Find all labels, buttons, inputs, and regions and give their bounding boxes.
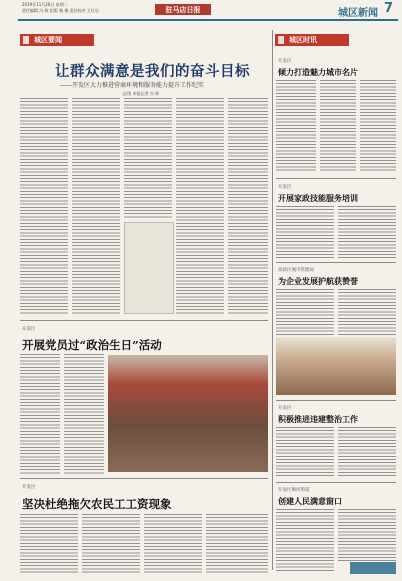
story3-text-col3 xyxy=(144,514,202,574)
story3-kicker: 开发区 xyxy=(22,485,36,490)
right-s1-text3 xyxy=(360,80,396,172)
column-divider xyxy=(272,30,273,570)
right-s4-text1 xyxy=(276,427,334,477)
right-s1-headline: 倾力打造魅力城市名片 xyxy=(278,67,358,77)
story3-headline: 坚决杜绝拖欠农民工工资现象 xyxy=(22,497,172,511)
story2-headline: 开展党员过“政治生日”活动 xyxy=(22,338,162,352)
right-s3-photo xyxy=(276,337,396,395)
right-s5-kicker: 开发区顺河街道 xyxy=(278,488,310,493)
right-s1-text1 xyxy=(276,80,316,172)
lead-photo-inset xyxy=(124,222,174,314)
right-s2-text2 xyxy=(338,206,396,258)
right-s5-headline: 创建人民满意窗口 xyxy=(278,496,342,506)
right-s2-text1 xyxy=(276,206,334,258)
right-s4-kicker: 开发区 xyxy=(278,406,292,411)
newspaper-logo: 驻马店日报 xyxy=(155,4,211,15)
right-s5-text2 xyxy=(338,509,396,561)
right-s4-headline: 积极推进违建整治工作 xyxy=(278,414,358,424)
lead-text-col5 xyxy=(228,98,268,314)
right-s3-text2 xyxy=(338,289,396,335)
page-number: 7 xyxy=(384,1,394,16)
lead-headline: 让群众满意是我们的奋斗目标 xyxy=(55,63,250,80)
right-s1-text2 xyxy=(320,80,356,172)
right-rule-1 xyxy=(276,178,396,179)
story3-text-col1 xyxy=(20,514,78,574)
story2-text-col1 xyxy=(20,354,60,474)
date-line: 2019年11月26日 星期二 xyxy=(22,2,68,7)
story2-text-col2 xyxy=(64,354,104,474)
lead-subhead: ——开发区大力推进营商环境和服务能力提升工作纪实 xyxy=(60,82,205,89)
right-s4-text2 xyxy=(338,427,396,477)
story2-bottom-rule xyxy=(20,478,268,479)
right-s2-kicker: 开发区 xyxy=(278,185,292,190)
footer-watermark xyxy=(350,562,396,574)
story2-kicker: 开发区 xyxy=(22,327,36,332)
lead-text-col2 xyxy=(72,98,120,314)
right-s3-headline: 为企业发展护航获赞誉 xyxy=(278,276,358,286)
masthead-rule xyxy=(18,19,398,21)
right-s2-headline: 开展家政技能服务培训 xyxy=(278,193,358,203)
right-s5-text1 xyxy=(276,509,334,573)
right-rule-3 xyxy=(276,400,396,401)
lead-byline: 文/图 本报记者 冯 辉 xyxy=(122,91,160,96)
right-s1-kicker: 开发区 xyxy=(278,59,292,64)
story2-photo xyxy=(108,355,268,472)
section-title: 城区新闻 xyxy=(338,8,378,19)
story3-text-col2 xyxy=(82,514,140,574)
lead-text-col1 xyxy=(20,98,68,314)
lead-text-col3 xyxy=(124,98,172,218)
story3-text-col4 xyxy=(206,514,268,574)
right-section-banner: 城区时讯 xyxy=(275,34,349,46)
right-rule-2 xyxy=(276,262,396,263)
lead-text-col4 xyxy=(176,98,224,314)
left-section-banner: 城区要闻 xyxy=(20,34,94,46)
right-s3-kicker: 高新区城市管理局 xyxy=(278,268,314,273)
lead-bottom-rule xyxy=(20,320,268,321)
editor-line: 责任编辑 冯 辉 组版 楷 楷 责任校对 王红岩 xyxy=(22,8,99,13)
right-s3-text1 xyxy=(276,289,334,335)
right-rule-4 xyxy=(276,482,396,483)
